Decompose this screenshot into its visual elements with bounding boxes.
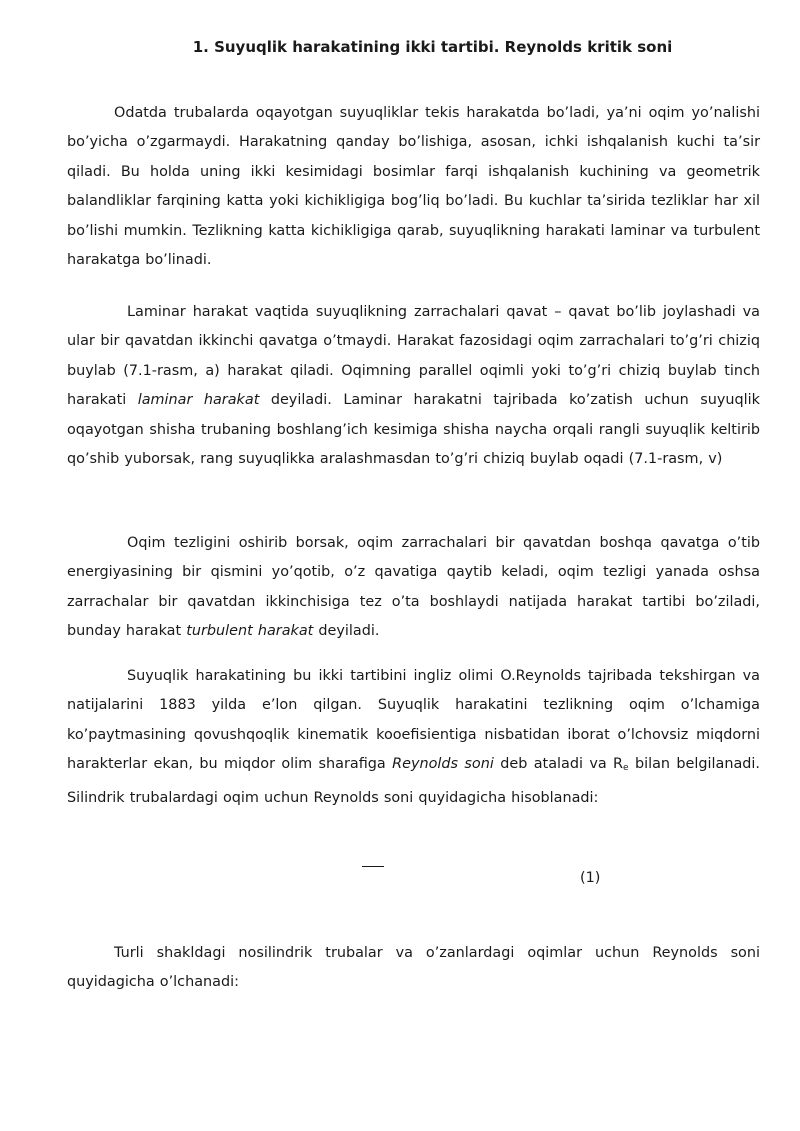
paragraph-reynolds-text-c: bilan belgilanadi. Silindrik trubalardagi oqim uchun Reynolds soni quyidagicha hisoblanadi: (67, 756, 760, 806)
paragraph-turbulent-text-a: Oqim tezligini oshirib borsak, oqim zarrachalari bir qavatdan boshqa qavatga o’tib energiyasining bir qismini yo’qotib, o’z qavatiga qaytib keladi, oqim tezligi yanada oshsa zarrachalar bir qavatdan ikkinchisiga tez o’ta boshlaydi natijada harakat tartibi bo’ziladi, bunday harakat (67, 535, 760, 640)
paragraph-laminar (67, 298, 760, 474)
paragraph-turbulent (67, 529, 760, 647)
paragraph-laminar-text-a: Laminar harakat vaqtida suyuqlikning zarrachalari qavat – qavat bo’lib joylashadi va ular bir qavatdan ikkinchi qavatga o’tmaydi. Harakat fazosidagi oqim zarrachalari to’g’ri chiziq buylab (7.1-rasm, a) harakat qiladi. Oqimning parallel oqimli yoki to’g’ri chiziq buylab tinch harakati (67, 304, 760, 409)
paragraph-reynolds-text-b: deb ataladi va R (493, 756, 624, 773)
paragraph-noncylindrical: Turli shakldagi nosilindrik trubalar va o’zanlardagi oqimlar uchun Reynolds soni quyidagicha o’lchanadi: (67, 945, 760, 991)
paragraph-reynolds (67, 662, 760, 813)
paragraph-reynolds-text-a: Suyuqlik harakatining bu ikki tartibini ingliz olimi O.Reynolds tajribada tekshirgan va natijalarini 1883 yilda e’lon qilgan. Suyuqlik harakatini tezlikning oqim o’lchamiga ko’paytmasining qovushqoqlik kinematik kooefisientiga nisbatidan iborat o’lchovsiz miqdorni harakterlar ekan, bu miqdor olim sharafiga (67, 668, 760, 773)
paragraph-laminar-text-b: deyiladi. Laminar harakatni tajribada ko’zatish uchun suyuqlik oqayotgan shisha trubaning boshlang’ich kesimiga shisha naycha orqali rangli suyuqlik keltirib qo’shib yuborsak, rang suyuqlikka aralashmasdan to’g’ri chiziq buylab oqadi (7.1-rasm, v) (67, 392, 760, 468)
term-reynolds-number: Reynolds soni (392, 756, 494, 773)
formula-number: (1) (580, 870, 601, 886)
paragraph-intro: Odatda trubalarda oqayotgan suyuqliklar tekis harakatda bo’ladi, ya’ni oqim yo’nalishi bo’yicha o’zgarmaydi. Harakatning qanday bo’lishiga, asosan, ichki ishqalanish kuchi ta’sir qiladi. Bu holda uning ikki kesimidagi bosimlar farqi ishqalanish kuchining va geometrik balandliklar farqining katta yoki kichikligiga bog’liq bo’ladi. Bu kuchlar ta’sirida tezliklar har xil bo’lishi mumkin. Tezlikning katta kichikligiga qarab, suyuqlikning harakati laminar va turbulent harakatga bo’linadi. (67, 105, 760, 269)
paragraph-turbulent-text-b: deyiladi. (313, 623, 380, 640)
term-turbulent: turbulent harakat (186, 623, 314, 640)
subscript-e: e (623, 763, 629, 774)
term-laminar: laminar harakat (137, 392, 260, 409)
formula-fraction-bar (362, 866, 384, 867)
section-title: 1. Suyuqlik harakatining ikki tartibi. Reynolds kritik soni (192, 38, 673, 56)
